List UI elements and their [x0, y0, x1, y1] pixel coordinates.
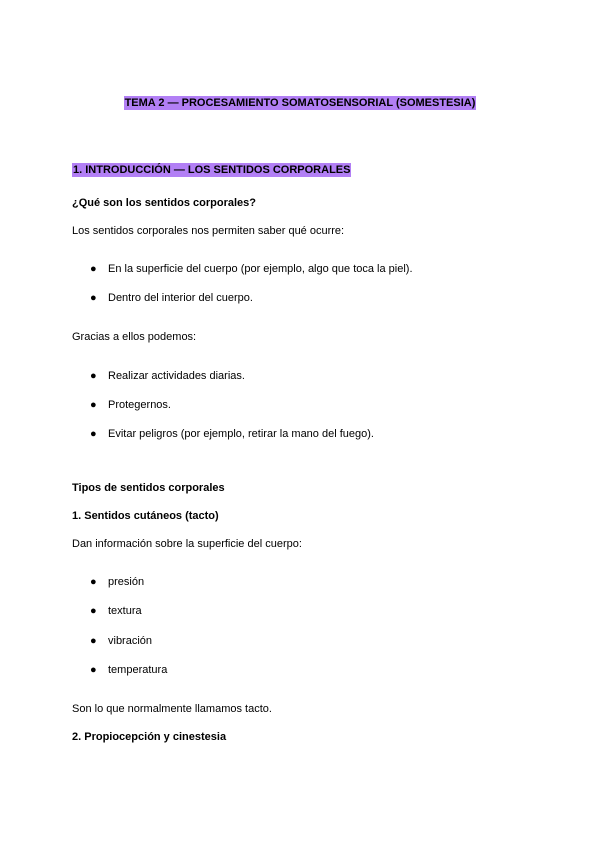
- bullet-icon: ●: [90, 370, 97, 382]
- document-title: [0, 96, 600, 110]
- bullet-icon: ●: [90, 605, 97, 617]
- document-title-text: TEMA 2 — PROCESAMIENTO SOMATOSENSORIAL (SOMESTESIA): [124, 97, 476, 109]
- list-item: Protegernos.: [108, 399, 171, 411]
- bullet-icon: ●: [90, 635, 97, 647]
- list-item: En la superficie del cuerpo (por ejemplo, algo que toca la piel).: [108, 263, 413, 275]
- paragraph: Los sentidos corporales nos permiten saber qué ocurre:: [72, 225, 345, 237]
- list-item: Dentro del interior del cuerpo.: [108, 292, 253, 304]
- paragraph: Gracias a ellos podemos:: [72, 331, 197, 343]
- paragraph: Son lo que normalmente llamamos tacto.: [72, 703, 272, 715]
- list-item: Evitar peligros (por ejemplo, retirar la mano del fuego).: [108, 428, 374, 440]
- bullet-icon: ●: [90, 664, 97, 676]
- types-heading: Tipos de sentidos corporales: [72, 482, 225, 494]
- section-heading-text: 1. INTRODUCCIÓN — LOS SENTIDOS CORPORALES: [73, 164, 351, 176]
- list-item: presión: [108, 576, 145, 588]
- subheading-sentidos-cutaneos: 1. Sentidos cutáneos (tacto): [72, 510, 219, 522]
- bullet-icon: ●: [90, 576, 97, 588]
- section-heading-introduccion: [72, 163, 351, 177]
- list-item: Realizar actividades diarias.: [108, 370, 245, 382]
- paragraph: Dan información sobre la superficie del cuerpo:: [72, 538, 302, 550]
- question-heading: ¿Qué son los sentidos corporales?: [72, 197, 256, 209]
- subheading-propiocepcion: 2. Propiocepción y cinestesia: [72, 731, 227, 743]
- bullet-icon: ●: [90, 292, 97, 304]
- list-item: vibración: [108, 635, 153, 647]
- list-item: textura: [108, 605, 142, 617]
- bullet-icon: ●: [90, 428, 97, 440]
- bullet-icon: ●: [90, 399, 97, 411]
- bullet-icon: ●: [90, 263, 97, 275]
- list-item: temperatura: [108, 664, 168, 676]
